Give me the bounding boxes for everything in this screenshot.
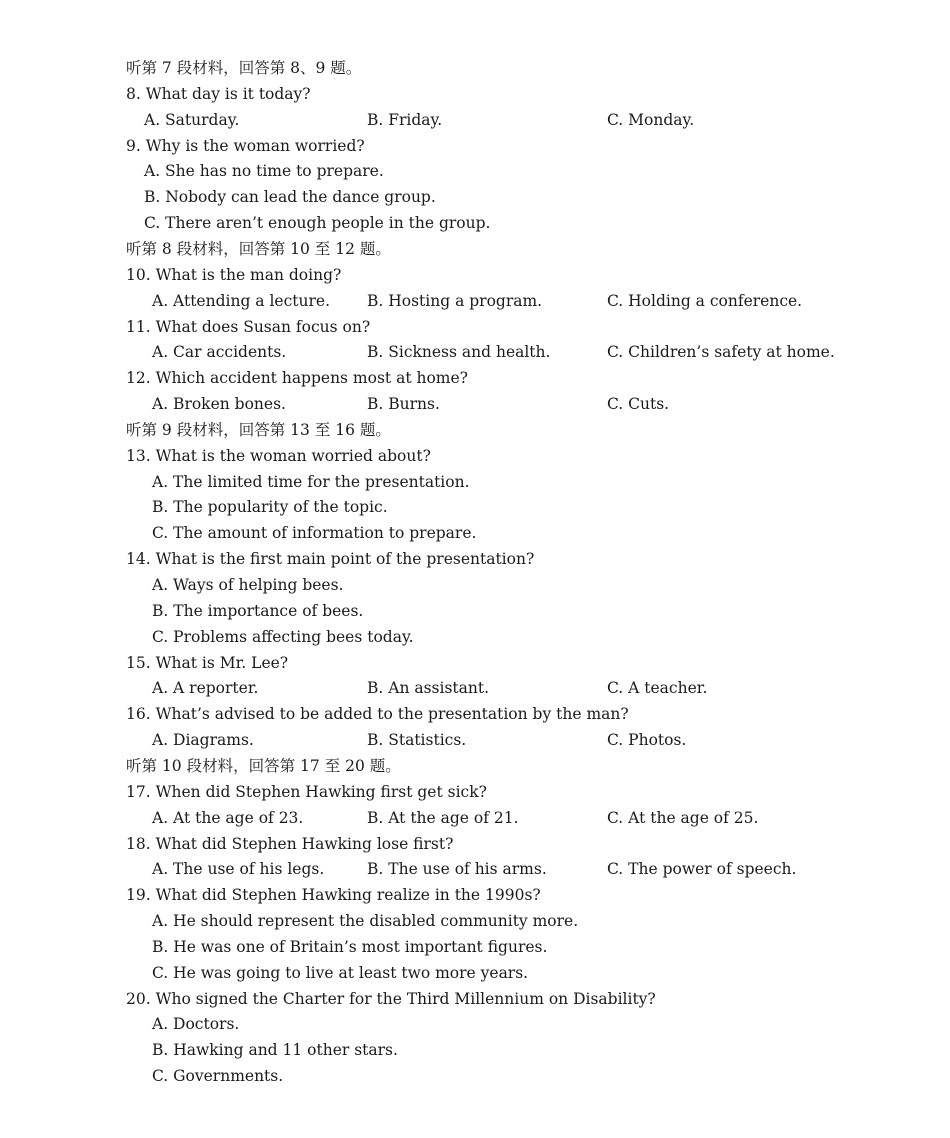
answer-option: C. At the age of 25.: [607, 808, 759, 827]
answer-option: C. Children’s safety at home.: [607, 343, 835, 362]
answer-option: A. Diagrams.: [152, 731, 254, 750]
answer-option: C. There aren’t enough people in the group.: [144, 214, 491, 233]
answer-option: B. An assistant.: [367, 679, 490, 698]
answer-option: A. A reporter.: [152, 679, 259, 698]
answer-option: C. He was going to live at least two more years.: [152, 963, 529, 982]
answer-option: B. The importance of bees.: [152, 601, 364, 620]
answer-option: B. Statistics.: [367, 731, 467, 750]
question-stem: 19. What did Stephen Hawking realize in the 1990s?: [126, 886, 541, 905]
question-stem: 17. When did Stephen Hawking first get sick?: [126, 782, 487, 801]
section-header: 听第 10 段材料，回答第 17 至 20 题。: [126, 756, 401, 775]
answer-option: A. Car accidents.: [152, 343, 287, 362]
question-stem: 11. What does Susan focus on?: [126, 317, 371, 336]
answer-option: A. Attending a lecture.: [152, 291, 330, 310]
answer-option: B. Hosting a program.: [367, 291, 543, 310]
answer-option: B. At the age of 21.: [367, 808, 519, 827]
answer-option: A. Broken bones.: [152, 395, 286, 414]
question-stem: 10. What is the man doing?: [126, 265, 342, 284]
question-stem: 13. What is the woman worried about?: [126, 446, 431, 465]
answer-option: B. Sickness and health.: [367, 343, 551, 362]
question-stem: 8. What day is it today?: [126, 84, 311, 103]
answer-option: A. At the age of 23.: [152, 808, 304, 827]
section-header: 听第 8 段材料，回答第 10 至 12 题。: [126, 239, 391, 258]
answer-option: C. Problems affecting bees today.: [152, 627, 414, 646]
question-stem: 14. What is the first main point of the presentation?: [126, 550, 535, 569]
answer-option: C. Photos.: [607, 731, 687, 750]
question-stem: 16. What’s advised to be added to the presentation by the man?: [126, 705, 629, 724]
section-header: 听第 9 段材料，回答第 13 至 16 题。: [126, 420, 391, 439]
answer-option: B. Hawking and 11 other stars.: [152, 1041, 398, 1060]
answer-option: C. Monday.: [607, 110, 695, 129]
answer-option: B. Burns.: [367, 395, 440, 414]
answer-option: B. Nobody can lead the dance group.: [144, 188, 436, 207]
answer-option: A. The limited time for the presentation.: [152, 472, 470, 491]
answer-option: C. The power of speech.: [607, 860, 797, 879]
answer-option: A. Ways of helping bees.: [152, 576, 344, 594]
question-stem: 18. What did Stephen Hawking lose first?: [126, 834, 454, 853]
answer-option: A. Doctors.: [152, 1015, 240, 1034]
answer-option: B. He was one of Britain’s most important figures.: [152, 937, 548, 956]
answer-option: A. The use of his legs.: [152, 860, 325, 879]
question-stem: 15. What is Mr. Lee?: [126, 653, 289, 672]
question-stem: 9. Why is the woman worried?: [126, 136, 365, 155]
question-stem: 12. Which accident happens most at home?: [126, 369, 468, 388]
answer-option: C. Holding a conference.: [607, 291, 803, 310]
answer-option: B. Friday.: [367, 110, 443, 129]
answer-option: C. The amount of information to prepare.: [152, 524, 477, 543]
question-stem: 20. Who signed the Charter for the Third Millennium on Disability?: [126, 989, 656, 1008]
answer-option: C. A teacher.: [607, 679, 708, 698]
answer-option: C. Cuts.: [607, 395, 670, 414]
answer-option: A. He should represent the disabled community more.: [152, 912, 579, 931]
answer-option: A. Saturday.: [144, 110, 240, 129]
answer-option: B. The popularity of the topic.: [152, 498, 388, 517]
section-header: 听第 7 段材料，回答第 8、9 题。: [126, 59, 362, 77]
answer-option: A. She has no time to prepare.: [144, 162, 384, 181]
answer-option: B. The use of his arms.: [367, 860, 547, 879]
answer-option: C. Governments.: [152, 1067, 284, 1086]
